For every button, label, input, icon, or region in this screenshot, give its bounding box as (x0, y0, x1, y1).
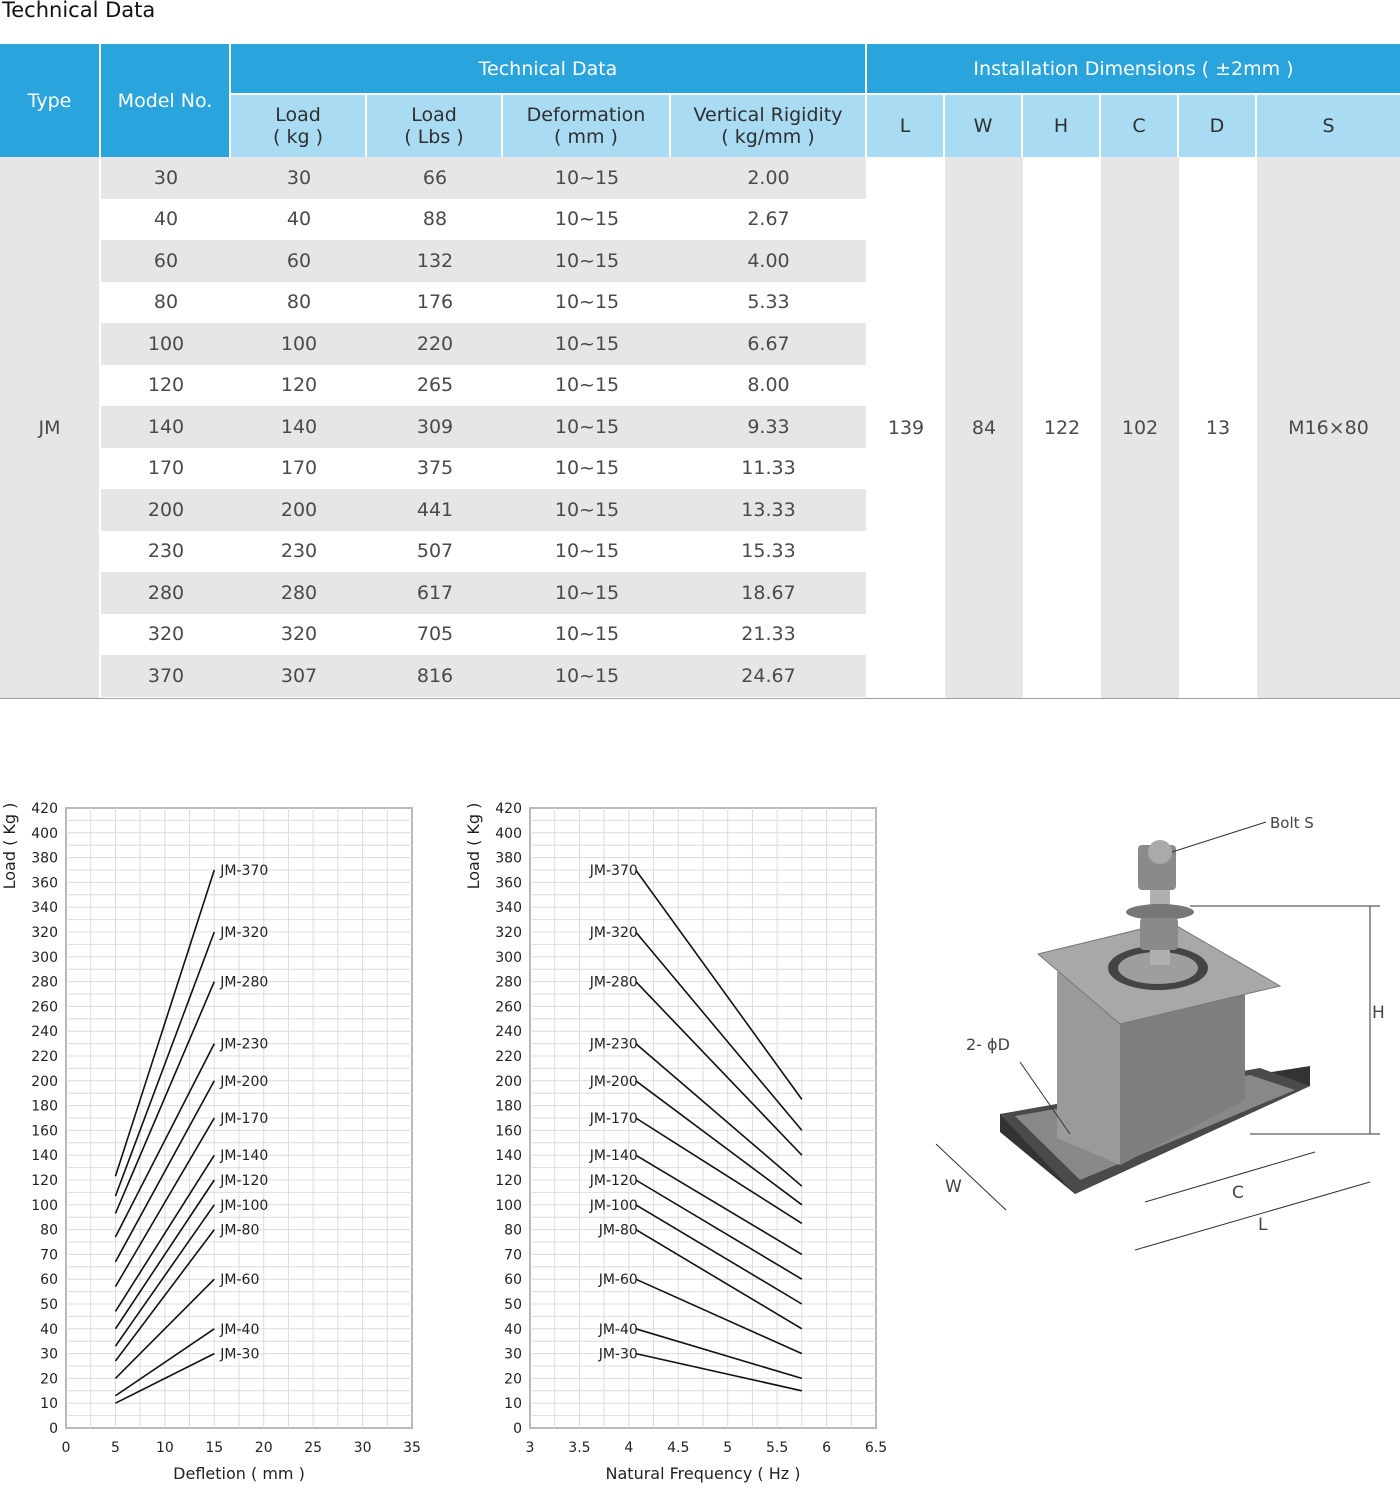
model-cell: 370 (101, 655, 231, 697)
series-label: JM-120 (220, 1173, 269, 1189)
y-tick-label: 50 (504, 1297, 522, 1313)
y-tick-label: 420 (31, 801, 58, 817)
deformation-cell: 10~15 (503, 199, 671, 241)
load-lbs-cell: 441 (367, 489, 503, 531)
dim-w-value: 84 (945, 157, 1023, 699)
y-tick-label: 180 (495, 1098, 522, 1115)
frequency-load-chart (464, 798, 894, 1484)
x-tick-label: 3 (525, 1440, 535, 1456)
technical-data-table (0, 44, 1400, 695)
y-tick-label: 200 (31, 1073, 58, 1090)
series-label: JM-320 (220, 925, 269, 941)
dim-l-value: 139 (867, 157, 945, 699)
y-tick-label: 40 (504, 1321, 522, 1338)
load-kg-cell: 60 (231, 240, 367, 282)
page-title: Technical Data (2, 0, 156, 22)
y-tick-label: 0 (49, 1421, 58, 1437)
deformation-cell: 10~15 (503, 489, 671, 531)
header-dim-c: C (1101, 95, 1177, 157)
header-technical-data: Technical Data (231, 44, 865, 93)
y-tick-label: 50 (40, 1297, 58, 1313)
w-label: W (945, 1177, 962, 1197)
rigidity-cell: 6.67 (671, 323, 866, 365)
rigidity-cell: 5.33 (671, 282, 866, 324)
load-lbs-cell: 617 (367, 572, 503, 614)
y-tick-label: 80 (504, 1222, 522, 1239)
x-tick-label: 6.5 (864, 1440, 888, 1456)
load-kg-cell: 170 (231, 448, 367, 490)
dim-c-value: 102 (1101, 157, 1179, 699)
x-tick-label: 5 (110, 1440, 120, 1456)
rigidity-cell: 18.67 (671, 572, 866, 614)
series-label: JM-40 (598, 1321, 638, 1338)
y-tick-label: 140 (495, 1148, 522, 1165)
x-tick-label: 4.5 (667, 1440, 690, 1456)
rigidity-cell: 15.33 (671, 531, 866, 573)
header-dim-l: L (867, 95, 943, 157)
c-label: C (1232, 1183, 1244, 1203)
y-tick-label: 120 (31, 1173, 58, 1189)
load-kg-cell: 30 (231, 157, 367, 199)
series-label: JM-100 (589, 1197, 638, 1214)
series-label: JM-80 (598, 1222, 638, 1239)
y-tick-label: 280 (495, 974, 522, 991)
x-tick-label: 15 (205, 1440, 224, 1456)
load-kg-cell: 100 (231, 323, 367, 365)
y-tick-label: 20 (504, 1371, 522, 1388)
header-rigidity: Vertical Rigidity ( kg/mm ) (671, 95, 865, 157)
load-lbs-cell: 220 (367, 323, 503, 365)
bolt-lower-nut (1140, 918, 1178, 950)
y-tick-label: 340 (495, 900, 522, 917)
load-lbs-cell: 132 (367, 240, 503, 282)
model-cell: 100 (101, 323, 231, 365)
y-tick-label: 80 (40, 1222, 58, 1239)
series-label: JM-280 (589, 974, 638, 991)
rigidity-cell: 4.00 (671, 240, 866, 282)
y-tick-label: 220 (31, 1049, 58, 1065)
model-cell: 230 (101, 531, 231, 573)
series-label: JM-140 (220, 1148, 269, 1165)
y-tick-label: 30 (504, 1346, 522, 1363)
series-label: JM-230 (220, 1036, 269, 1053)
y-tick-label: 380 (31, 850, 58, 867)
load-lbs-cell: 176 (367, 282, 503, 324)
y-tick-label: 120 (495, 1173, 522, 1189)
y-tick-label: 200 (495, 1073, 522, 1090)
load-lbs-cell: 507 (367, 531, 503, 573)
series-label: JM-230 (589, 1036, 638, 1053)
series-label: JM-40 (220, 1321, 260, 1338)
y-tick-label: 140 (31, 1148, 58, 1165)
y-tick-label: 300 (495, 949, 522, 966)
bolt-head (1148, 840, 1172, 864)
deformation-cell: 10~15 (503, 365, 671, 407)
series-label: JM-200 (589, 1073, 638, 1090)
series-label: JM-80 (220, 1222, 260, 1239)
model-cell: 40 (101, 199, 231, 241)
y-tick-label: 160 (31, 1123, 58, 1140)
bolt-label: Bolt S (1270, 814, 1314, 832)
hole-label: 2- ϕD (966, 1035, 1010, 1054)
deformation-cell: 10~15 (503, 406, 671, 448)
deformation-cell: 10~15 (503, 655, 671, 697)
header-deformation: Deformation ( mm ) (503, 95, 669, 157)
x-tick-label: 0 (61, 1440, 71, 1456)
load-lbs-cell: 375 (367, 448, 503, 490)
x-tick-label: 25 (304, 1440, 323, 1456)
deformation-cell: 10~15 (503, 531, 671, 573)
model-cell: 200 (101, 489, 231, 531)
y-tick-label: 360 (31, 875, 58, 892)
y-tick-label: 180 (31, 1098, 58, 1115)
deformation-cell: 10~15 (503, 282, 671, 324)
h-label: H (1372, 1003, 1385, 1023)
bolt-washer (1126, 904, 1194, 920)
y-tick-label: 380 (495, 850, 522, 867)
l-label: L (1258, 1215, 1268, 1235)
y-tick-label: 220 (495, 1049, 522, 1065)
header-dim-d: D (1179, 95, 1255, 157)
rigidity-cell: 11.33 (671, 448, 866, 490)
model-cell: 320 (101, 614, 231, 656)
table-bottom-rule (0, 698, 1400, 699)
dim-d-value: 13 (1179, 157, 1257, 699)
y-tick-label: 260 (495, 999, 522, 1016)
model-cell: 60 (101, 240, 231, 282)
y-tick-label: 320 (495, 925, 522, 941)
y-tick-label: 160 (495, 1123, 522, 1140)
y-tick-label: 100 (495, 1197, 522, 1214)
header-model: Model No. (101, 44, 229, 157)
type-cell: JM (0, 157, 99, 699)
model-cell: 140 (101, 406, 231, 448)
y-tick-label: 40 (40, 1321, 58, 1338)
load-lbs-cell: 88 (367, 199, 503, 241)
series-label: JM-30 (598, 1346, 638, 1363)
y-tick-label: 400 (31, 825, 58, 842)
y-tick-label: 60 (40, 1272, 58, 1289)
series-label: JM-320 (589, 925, 638, 941)
x-tick-label: 5 (723, 1440, 733, 1456)
y-tick-label: 340 (31, 900, 58, 917)
y-tick-label: 30 (40, 1346, 58, 1363)
header-dim-s: S (1257, 95, 1400, 157)
series-label: JM-60 (220, 1272, 260, 1289)
deformation-cell: 10~15 (503, 614, 671, 656)
x-tick-label: 20 (254, 1440, 273, 1456)
y-tick-label: 10 (504, 1396, 522, 1413)
series-label: JM-60 (598, 1272, 638, 1289)
x-axis-label: Defletion ( mm ) (173, 1464, 305, 1483)
y-tick-label: 320 (31, 925, 58, 941)
load-kg-cell: 140 (231, 406, 367, 448)
dim-h-value: 122 (1023, 157, 1101, 699)
rigidity-cell: 21.33 (671, 614, 866, 656)
load-lbs-cell: 265 (367, 365, 503, 407)
load-kg-cell: 320 (231, 614, 367, 656)
y-tick-label: 70 (504, 1247, 522, 1264)
series-label: JM-120 (589, 1173, 638, 1189)
rigidity-cell: 9.33 (671, 406, 866, 448)
model-cell: 280 (101, 572, 231, 614)
x-axis-label: Natural Frequency ( Hz ) (605, 1464, 801, 1483)
y-tick-label: 60 (504, 1272, 522, 1289)
x-tick-label: 5.5 (766, 1440, 789, 1456)
y-tick-label: 20 (40, 1371, 58, 1388)
series-label: JM-280 (220, 974, 269, 991)
x-tick-label: 35 (403, 1440, 421, 1456)
y-tick-label: 420 (495, 801, 522, 817)
rigidity-cell: 24.67 (671, 655, 866, 697)
series-label: JM-140 (589, 1148, 638, 1165)
series-label: JM-170 (220, 1111, 269, 1127)
header-dim-w: W (945, 95, 1021, 157)
load-lbs-cell: 705 (367, 614, 503, 656)
header-type: Type (0, 44, 99, 157)
header-load-lbs: Load ( Lbs ) (367, 95, 501, 157)
series-label: JM-170 (589, 1111, 638, 1127)
series-label: JM-200 (220, 1073, 269, 1090)
y-tick-label: 300 (31, 949, 58, 966)
y-tick-label: 360 (495, 875, 522, 892)
y-tick-label: 260 (31, 999, 58, 1016)
load-kg-cell: 40 (231, 199, 367, 241)
y-axis-label: Load ( Kg ) (0, 802, 19, 890)
y-tick-label: 240 (31, 1024, 58, 1041)
x-tick-label: 4 (624, 1440, 634, 1456)
load-kg-cell: 307 (231, 655, 367, 697)
y-tick-label: 280 (31, 974, 58, 991)
model-cell: 120 (101, 365, 231, 407)
l-dimension-line (1135, 1182, 1370, 1250)
y-axis-label: Load ( Kg ) (464, 802, 483, 890)
y-tick-label: 70 (40, 1247, 58, 1264)
y-tick-label: 0 (513, 1421, 522, 1437)
load-kg-cell: 230 (231, 531, 367, 573)
x-tick-label: 30 (353, 1440, 372, 1456)
load-kg-cell: 200 (231, 489, 367, 531)
y-tick-label: 10 (40, 1396, 58, 1413)
deformation-cell: 10~15 (503, 240, 671, 282)
load-lbs-cell: 309 (367, 406, 503, 448)
x-tick-label: 6 (822, 1440, 832, 1456)
model-cell: 170 (101, 448, 231, 490)
x-tick-label: 3.5 (568, 1440, 591, 1456)
deformation-cell: 10~15 (503, 323, 671, 365)
model-cell: 80 (101, 282, 231, 324)
header-load-kg: Load ( kg ) (231, 95, 365, 157)
y-tick-label: 100 (31, 1197, 58, 1214)
c-dimension-line (1145, 1152, 1315, 1202)
y-tick-label: 400 (495, 825, 522, 842)
y-tick-label: 240 (495, 1024, 522, 1041)
rigidity-cell: 2.00 (671, 157, 866, 199)
rigidity-cell: 2.67 (671, 199, 866, 241)
x-tick-label: 10 (155, 1440, 174, 1456)
deformation-cell: 10~15 (503, 157, 671, 199)
header-installation-dimensions: Installation Dimensions ( ±2mm ) (867, 44, 1400, 93)
rigidity-cell: 13.33 (671, 489, 866, 531)
dim-s-value: M16×80 (1257, 157, 1400, 699)
header-dim-h: H (1023, 95, 1099, 157)
rigidity-cell: 8.00 (671, 365, 866, 407)
series-label: JM-100 (220, 1197, 269, 1214)
deformation-cell: 10~15 (503, 572, 671, 614)
load-kg-cell: 120 (231, 365, 367, 407)
series-label: JM-370 (220, 863, 269, 879)
series-label: JM-370 (589, 863, 638, 879)
model-cell: 30 (101, 157, 231, 199)
deflection-load-chart (0, 798, 430, 1484)
bolt-leader (1172, 822, 1266, 852)
series-label: JM-30 (220, 1346, 260, 1363)
deformation-cell: 10~15 (503, 448, 671, 490)
load-lbs-cell: 66 (367, 157, 503, 199)
load-kg-cell: 80 (231, 282, 367, 324)
load-lbs-cell: 816 (367, 655, 503, 697)
load-kg-cell: 280 (231, 572, 367, 614)
mount-diagram (920, 800, 1400, 1260)
